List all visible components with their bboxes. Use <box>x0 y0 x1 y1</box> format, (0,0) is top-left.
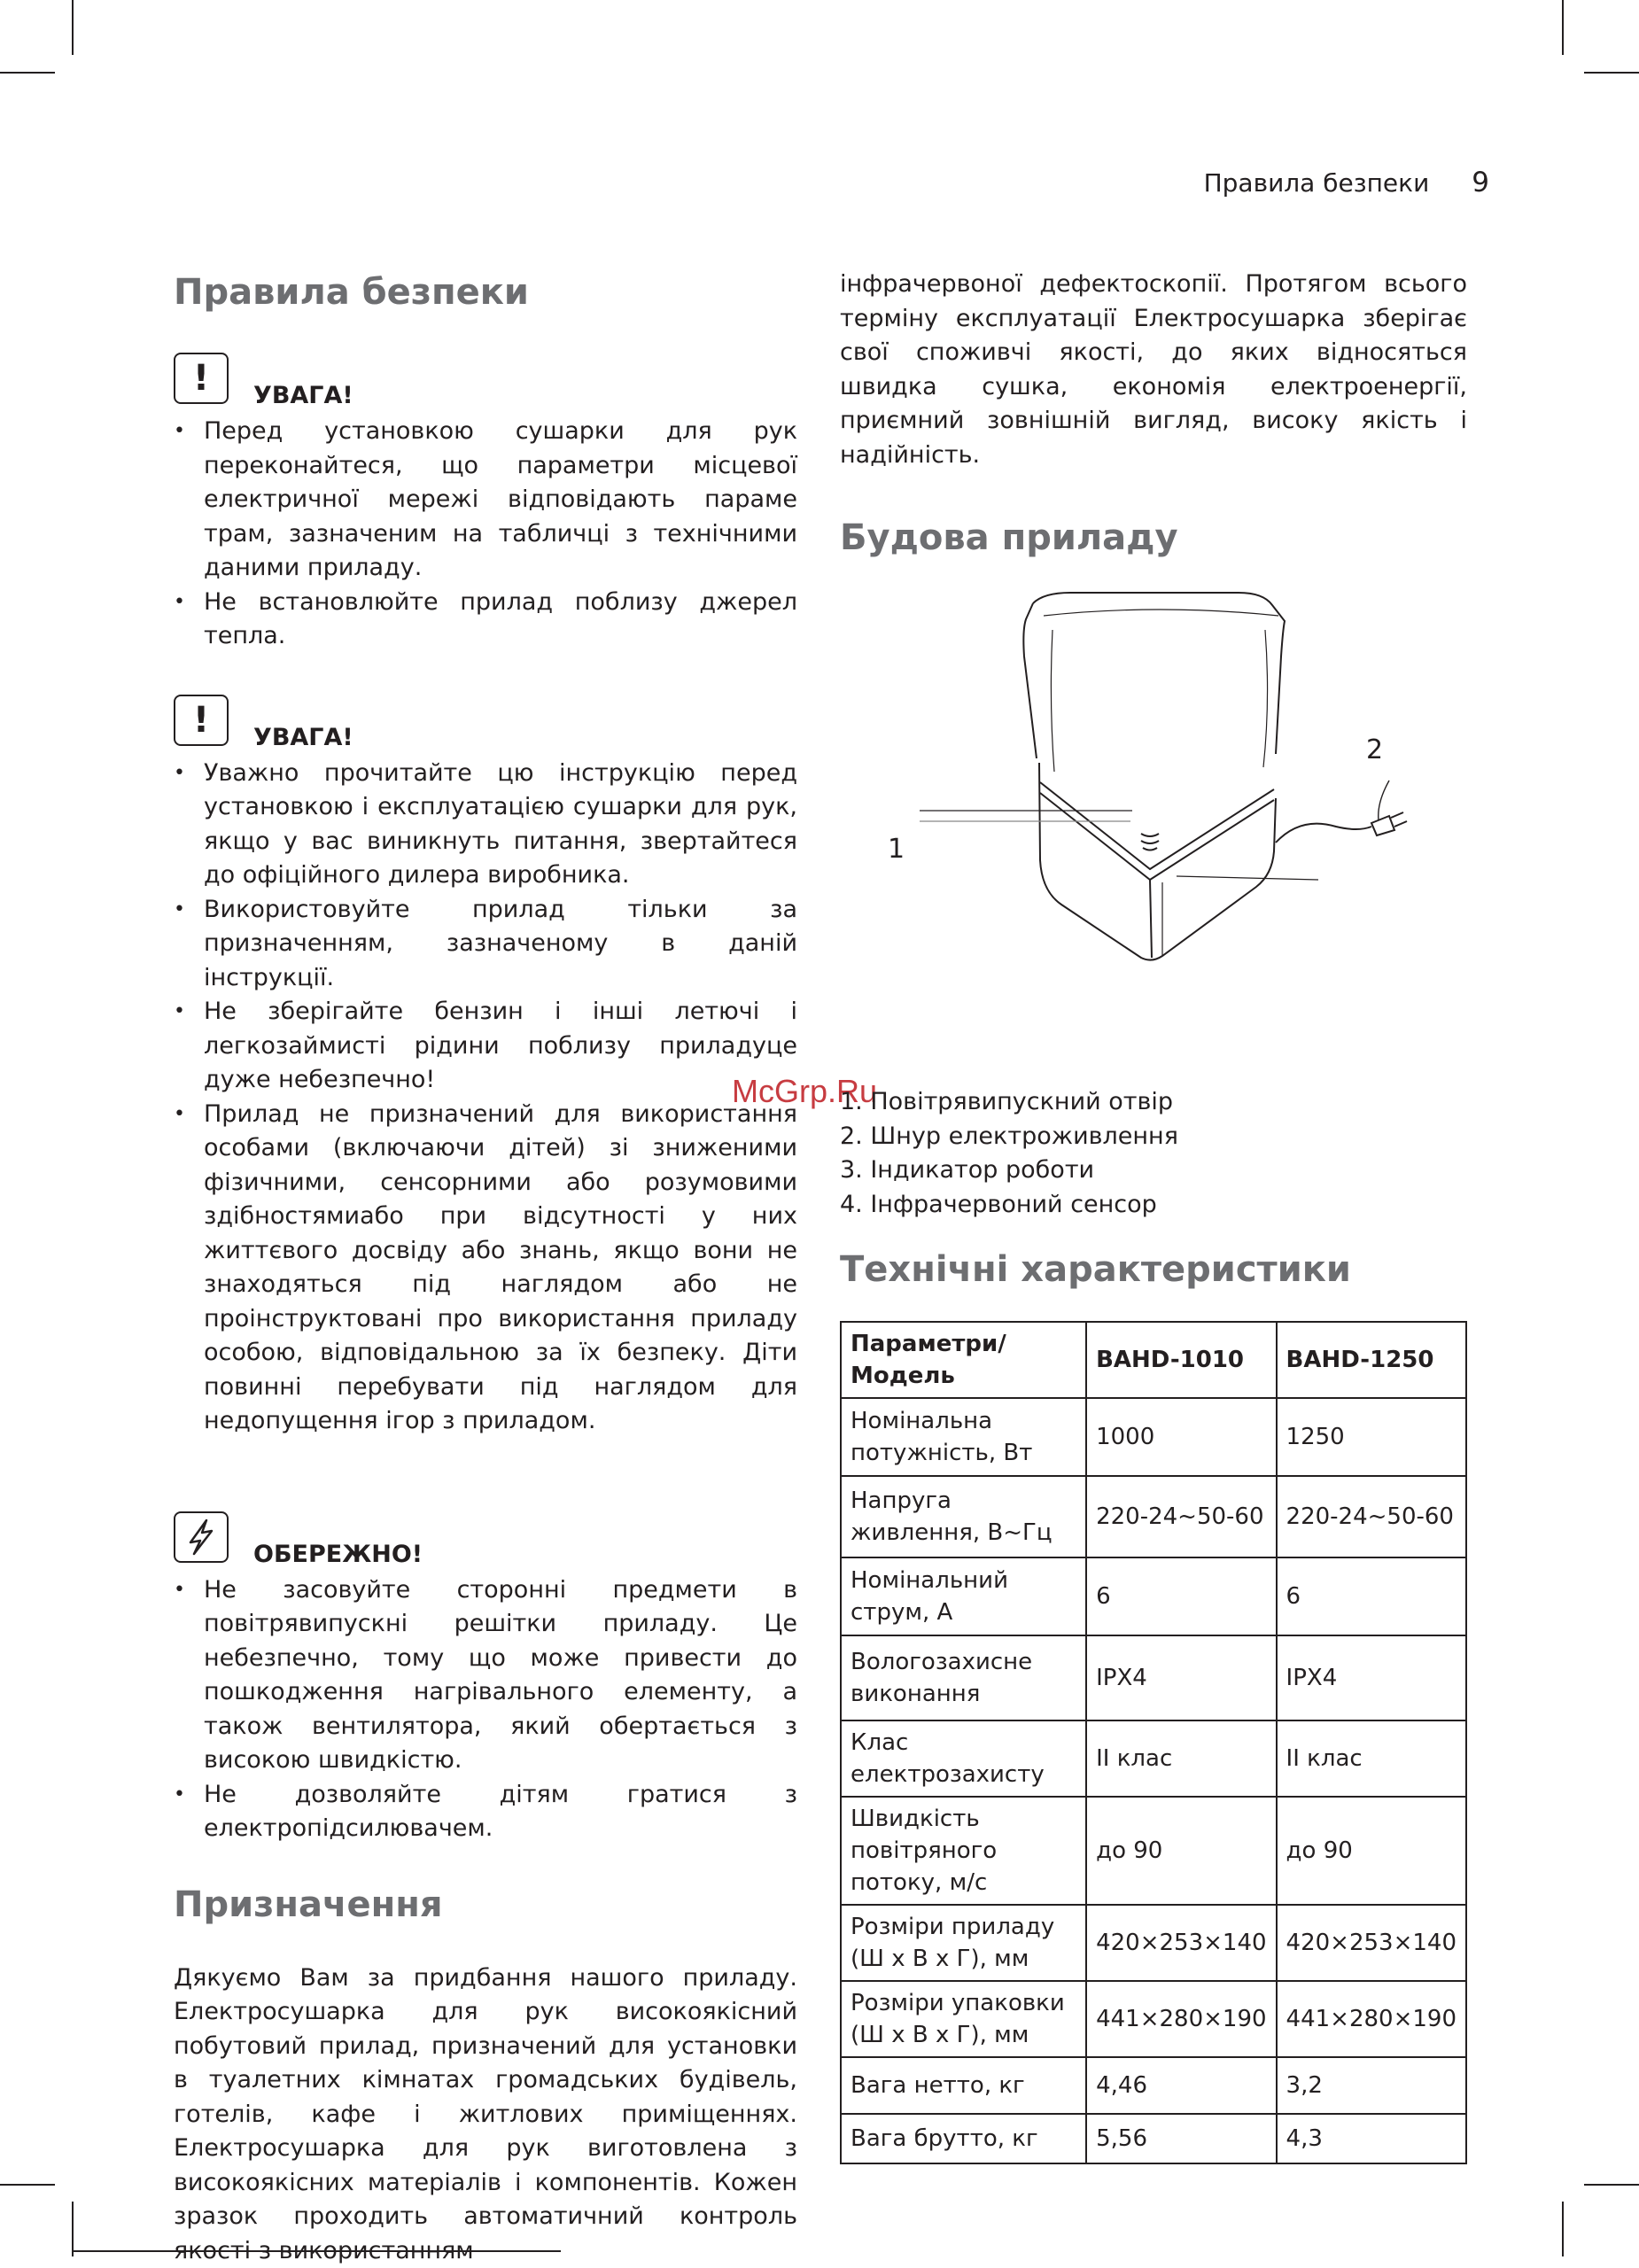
table-cell: Розміри приладу (Ш х В х Г), мм <box>841 1905 1086 1981</box>
warning-title: УВАГА! <box>253 724 353 751</box>
exclamation-icon: ! <box>174 353 229 404</box>
list-item: 1. Повітрявипускний отвір <box>840 1085 1467 1120</box>
table-cell: Вага нетто, кг <box>841 2057 1086 2114</box>
crop-mark <box>1584 2184 1639 2186</box>
table-cell: 3,2 <box>1277 2057 1466 2114</box>
table-cell: до 90 <box>1277 1797 1466 1905</box>
table-cell: 220-24~50-60 <box>1086 1476 1276 1557</box>
table-cell: Швидкість повітряного потоку, м/с <box>841 1797 1086 1905</box>
table-cell: 220-24~50-60 <box>1277 1476 1466 1557</box>
table-row <box>841 1981 1466 2057</box>
table-cell: Вологозахисне виконання <box>841 1635 1086 1720</box>
hand-dryer-illustration <box>840 577 1467 1037</box>
table-cell: Розміри упаковки (Ш х В х Г), мм <box>841 1981 1086 2057</box>
table-cell: Номінальний струм, А <box>841 1557 1086 1635</box>
table-row <box>841 1905 1466 1981</box>
table-cell: 6 <box>1086 1557 1276 1635</box>
purpose-text: Дякуємо Вам за придбання нашого приладу. Електросушарка для рук високоякісний побутовий прилад, призначений для установки в туалетних кімнатах громадських будівель, готелів, кафе і житлових приміщеннях. Електросушарка для рук виготовлена з високоякісних матеріалів і компонентів. Кожен зразок проходить автоматичний контроль якості з використанням <box>174 1961 797 2268</box>
device-diagram <box>840 577 1467 1037</box>
parts-list <box>840 1085 1467 1222</box>
table-cell: 4,3 <box>1277 2114 1466 2163</box>
list-item: • Не зберігайте бензин і інші летючі і легкозаймисті рідини поблизу приладуце дуже небезпечно! <box>174 995 797 1098</box>
table-cell: 420×253×140 <box>1086 1905 1276 1981</box>
list-item: 2. Шнур електроживлення <box>840 1120 1467 1154</box>
caution-list <box>174 1573 797 1846</box>
caution-block <box>174 1504 797 1846</box>
purpose-heading: Призначення <box>174 1884 797 1926</box>
warning-list <box>174 757 797 1439</box>
construction-heading: Будова приладу <box>840 517 1467 559</box>
list-item: • Уважно прочитайте цю інструкцію перед установкою і експлуатацією сушарки для рук, якщо у вас виникнуть питання, звертайтеся до офіційного дилера виробника. <box>174 757 797 893</box>
list-item: • Не встановлюйте прилад поблизу джерел тепла. <box>174 586 797 654</box>
table-header-cell: BAHD-1250 <box>1277 1322 1466 1398</box>
list-item: • Перед установкою сушарки для рук переконайтеся, що параметри місцевої електричної мережі відповідають параме трам, зазначеним на табличці з технічними даними приладу. <box>174 415 797 586</box>
table-cell: 6 <box>1277 1557 1466 1635</box>
crop-mark <box>1584 72 1639 74</box>
warning-block-2 <box>174 687 797 1439</box>
list-item: 4. Інфрачервоний сенсор <box>840 1188 1467 1223</box>
exclamation-icon: ! <box>174 695 229 746</box>
crop-mark <box>1562 2202 1564 2256</box>
list-item: • Не дозволяйте дітям гратися з електропідсилювачем. <box>174 1778 797 1846</box>
table-row <box>841 1720 1466 1797</box>
caution-title: ОБЕРЕЖНО! <box>253 1541 423 1568</box>
purpose-text-continuation: інфрачервоної дефектоскопії. Протягом всього терміну експлуатації Електросушарка зберігає свої споживчі якості, до яких відносяться швидка сушка, економія електроенергії, приємний зовнішній вигляд, високу якість і надійність. <box>840 268 1467 472</box>
callout-2: 2 <box>1366 734 1383 765</box>
list-item: • Не засовуйте сторонні предмети в повітрявипускні решітки приладу. Це небезпечно, тому що може привести до пошкодження нагрівального елементу, а також вентилятора, який обертається з високою швидкістю. <box>174 1573 797 1778</box>
safety-heading: Правила безпеки <box>174 271 797 314</box>
warning-list <box>174 415 797 654</box>
crop-mark <box>1562 0 1564 55</box>
table-cell: 1250 <box>1277 1398 1466 1476</box>
specs-table <box>840 1321 1467 2164</box>
running-header <box>1204 167 1489 198</box>
right-column <box>840 266 1467 2164</box>
table-cell: 441×280×190 <box>1277 1981 1466 2057</box>
table-header-row <box>841 1322 1466 1398</box>
crop-mark <box>72 0 74 55</box>
crop-mark <box>72 2202 74 2256</box>
page-number: 9 <box>1472 167 1489 198</box>
table-cell: до 90 <box>1086 1797 1276 1905</box>
table-row <box>841 1797 1466 1905</box>
table-header-cell: Параметри/Модель <box>841 1322 1086 1398</box>
list-item: • Прилад не призначений для використання особами (включаючи дітей) зі зниженими фізичними, сенсорними або розумовими здібностямиабо при відсутності у них життєвого досвіду або знань, якщо вони не знаходяться під наглядом або не проінструктовані про використання приладу особою, відповідальною за їх безпеку. Діти повинні перебувати під наглядом для недопущення ігор з приладом. <box>174 1098 797 1439</box>
table-cell: 5,56 <box>1086 2114 1276 2163</box>
crop-mark <box>0 2184 55 2186</box>
table-cell: Напруга живлення, В~Гц <box>841 1476 1086 1557</box>
table-header-cell: BAHD-1010 <box>1086 1322 1276 1398</box>
table-row <box>841 1635 1466 1720</box>
table-cell: 420×253×140 <box>1277 1905 1466 1981</box>
table-cell: 4,46 <box>1086 2057 1276 2114</box>
warning-title: УВАГА! <box>253 382 353 409</box>
lightning-icon <box>174 1511 229 1563</box>
table-cell: IPX4 <box>1277 1635 1466 1720</box>
header-title: Правила безпеки <box>1204 168 1430 198</box>
list-item: 3. Індикатор роботи <box>840 1153 1467 1188</box>
table-row <box>841 1476 1466 1557</box>
table-cell: Номінальна потужність, Вт <box>841 1398 1086 1476</box>
table-cell: II клас <box>1086 1720 1276 1797</box>
table-cell: 441×280×190 <box>1086 1981 1276 2057</box>
list-item: • Використовуйте прилад тільки за призначенням, зазначеному в даній інструкції. <box>174 893 797 996</box>
warning-block-1 <box>174 346 797 654</box>
table-cell: II клас <box>1277 1720 1466 1797</box>
table-row <box>841 2057 1466 2114</box>
crop-mark <box>0 72 55 74</box>
table-row <box>841 1557 1466 1635</box>
table-cell: IPX4 <box>1086 1635 1276 1720</box>
table-row <box>841 2114 1466 2163</box>
left-column <box>174 266 797 2268</box>
table-row <box>841 1398 1466 1476</box>
specs-heading: Технічні характеристики <box>840 1248 1467 1291</box>
table-cell: Вага брутто, кг <box>841 2114 1086 2163</box>
table-cell: 1000 <box>1086 1398 1276 1476</box>
table-cell: Клас електрозахисту <box>841 1720 1086 1797</box>
watermark: McGrp.Ru <box>732 1073 877 1110</box>
callout-1: 1 <box>888 834 905 865</box>
